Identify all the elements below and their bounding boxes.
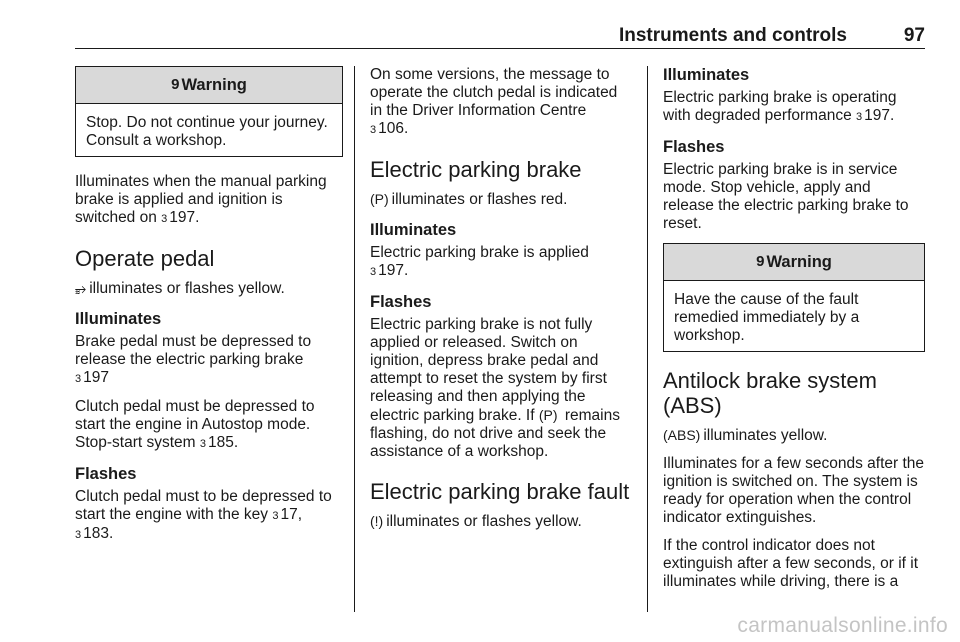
page-ref: 185. [208, 434, 239, 451]
watermark: carmanualsonline.info [737, 614, 948, 637]
section-title: Antilock brake system (ABS) [663, 368, 877, 418]
parking-brake-icon: (P) [370, 191, 389, 207]
operate-pedal-icon: ⥵ [75, 280, 87, 296]
parking-brake-icon: (P) [538, 407, 558, 423]
page-ref-icon: 3 [272, 510, 279, 522]
indicator-line: (!) illuminates or flashes yellow. [370, 513, 582, 530]
subheading: Illuminates [75, 310, 162, 328]
warning-box [75, 66, 343, 157]
column-2 [370, 66, 632, 541]
subheading: Illuminates [370, 221, 457, 239]
warning-title: Warning [181, 76, 247, 94]
indicator-line: (P) illuminates or flashes red. [370, 191, 568, 208]
subheading: Flashes [370, 293, 432, 311]
warning-triangle-icon: 9 [171, 76, 180, 93]
column-divider-2 [647, 66, 648, 612]
page-ref: 183. [83, 525, 114, 542]
parking-brake-fault-icon: (!) [370, 513, 384, 529]
column-3 [663, 66, 925, 601]
section-title: Electric parking brake fault [370, 479, 630, 504]
paragraph: Clutch pedal must be depressed to start the engine in Autostop mode. Stop-start system 3 185. [75, 398, 315, 451]
page-ref: 106. [378, 120, 409, 137]
subheading: Illuminates [663, 66, 750, 84]
warning-text: Stop. Do not continue your journey. Consult a workshop. [86, 114, 328, 149]
warning-title: Warning [766, 253, 832, 271]
page-header [75, 18, 925, 49]
page-ref: 197. [378, 262, 409, 279]
warning-header [76, 67, 342, 104]
page-number: 97 [903, 25, 925, 46]
subheading: Flashes [663, 138, 725, 156]
indicator-line: ⥵ illuminates or flashes yellow. [75, 280, 285, 297]
paragraph: If the control indicator does not extinguish after a few seconds, or if it illuminates while driving, there is a [663, 537, 919, 590]
paragraph: On some versions, the message to operate the clutch pedal is indicated in the Driver Information Centre 3 106. [370, 66, 618, 137]
paragraph: Illuminates for a few seconds after the ignition is switched on. The system is ready for operation when the control indicator extinguishes. [663, 455, 925, 526]
page-ref-icon: 3 [199, 438, 207, 450]
page-ref-icon: 3 [75, 529, 82, 541]
paragraph: Clutch pedal must to be depressed to start the engine with the key 3 17, 3 183. [75, 488, 332, 542]
subheading: Flashes [75, 465, 137, 483]
page-ref: 197. [169, 209, 200, 226]
page-title: Instruments and controls [618, 25, 847, 46]
warning-header [664, 244, 924, 281]
warning-text: Have the cause of the fault remedied immediately by a workshop. [674, 291, 860, 344]
page-ref-icon: 3 [370, 266, 377, 278]
abs-icon: (ABS) [663, 427, 701, 443]
page-ref-icon: 3 [370, 124, 377, 136]
paragraph: Brake pedal must be depressed to release the electric parking brake 3 197 [75, 333, 312, 386]
paragraph: Electric parking brake is applied 3 197. [370, 244, 589, 279]
paragraph: Electric parking brake is not fully applied or released. Switch on ignition, depress brake pedal and attempt to reset the system by first releasing and then applying the electric parking brake. If (P) remains flashing, do not drive and seek the assistance of a workshop. [370, 316, 620, 460]
indicator-line: (ABS) illuminates yellow. [663, 427, 828, 444]
section-title: Electric parking brake [370, 157, 582, 182]
page-ref: 197. [864, 107, 895, 124]
page-ref-icon: 3 [856, 111, 863, 123]
paragraph: Electric parking brake is operating with degraded performance 3 197. [663, 89, 897, 124]
warning-box [663, 243, 925, 352]
column-divider-1 [354, 66, 355, 612]
warning-triangle-icon: 9 [756, 253, 765, 270]
paragraph: Illuminates when the manual parking brake is applied and ignition is switched on 3 197. [75, 173, 327, 226]
page-ref: 17, [280, 506, 303, 523]
page-ref: 197 [83, 369, 109, 386]
page-ref-icon: 3 [161, 213, 168, 225]
section-title: Operate pedal [75, 246, 215, 271]
page-ref-icon: 3 [75, 373, 82, 385]
paragraph: Electric parking brake is in service mode. Stop vehicle, apply and release the electric parking brake to reset. [663, 161, 909, 232]
column-1 [75, 66, 343, 554]
